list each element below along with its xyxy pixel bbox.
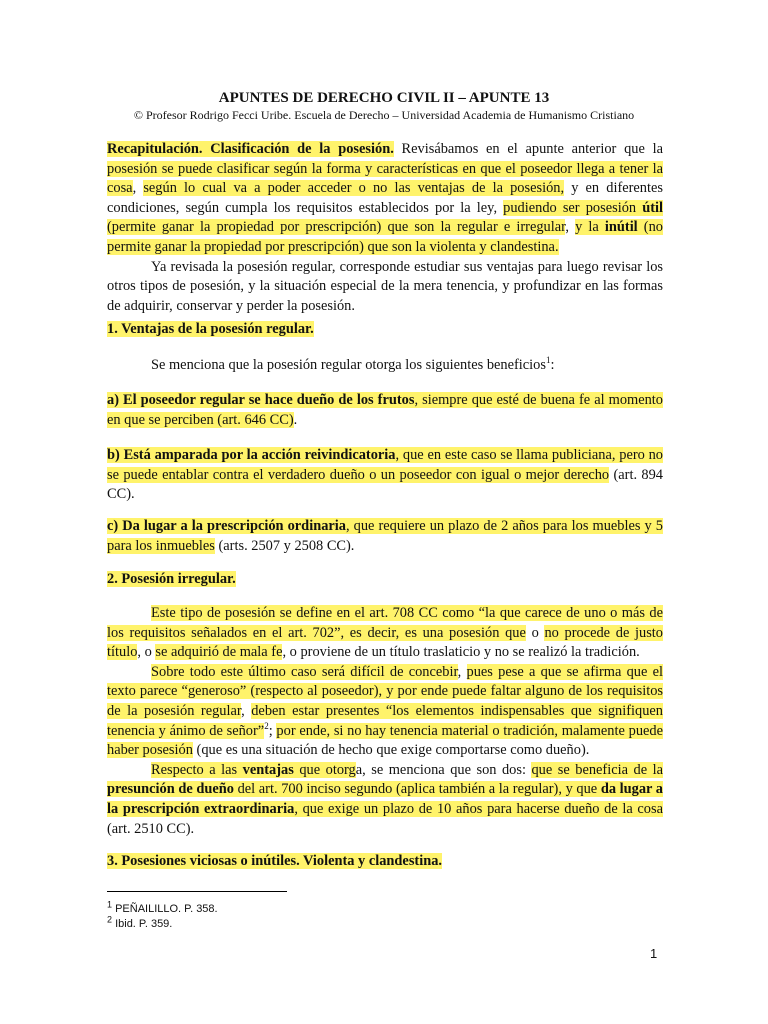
footnote-2: $^2$ Ibid. P. 359. bbox=[107, 914, 173, 930]
section-2-body bbox=[107, 604, 663, 839]
section-1-heading: 1. Ventajas de la posesión regular. bbox=[107, 321, 314, 337]
footnote-1: $^1$ PEÑAILILLO. P. 358. bbox=[107, 899, 218, 915]
intro-heading: Recapitulación. Clasificación de la posesión. bbox=[107, 141, 394, 157]
section-2-paragraph-1: Este tipo de posesión se define en el art. 708 CC como “la que carece de uno o más de los requisitos señalados en el art. 702”, es decir, es una posesión que o no procede de justo título, o se adquirió de mala fe, o proviene de un título traslaticio y no se realizó la tradición. bbox=[107, 605, 663, 661]
section-2-heading: 2. Posesión irregular. bbox=[107, 571, 236, 587]
footnote-separator bbox=[107, 891, 287, 892]
section-1-lead: Se menciona que la posesión regular otorga los siguientes beneficios$^1$: bbox=[151, 355, 555, 373]
section-2-paragraph-3: Respecto a las ventajas que otorga, se menciona que son dos: que se beneficia de la presunción de dueño del art. 700 inciso segundo (aplica también a la regular), y que da lugar a la prescripción extraordinaria, que exige un plazo de 10 años para hacerse dueño de la cosa (art. 2510 CC). bbox=[107, 761, 664, 837]
intro-section bbox=[107, 140, 663, 316]
benefit-c: c) Da lugar a la prescripción ordinaria, que requiere un plazo de 2 años para los muebles y 5 para los inmuebles (arts. 2507 y 2508 CC). bbox=[107, 518, 663, 554]
section-2-paragraph-2: Sobre todo este último caso será difícil de concebir, pues pese a que se afirma que el texto parece “generoso” (respecto al poseedor), y por ende puede faltar alguno de los requisitos de la posesión regular, deben estar presentes “los elementos indispensables que signifiquen tenencia y ánimo de señor”$^2$; por ende, si no hay tenencia material o tradición, malamente puede haber posesión (que es una situación de hecho que exige comportarse como dueño). bbox=[107, 663, 663, 759]
intro-paragraph-2: Ya revisada la posesión regular, corresponde estudiar sus ventajas para luego revisar los otros tipos de posesión, y la situación especial de la mera tenencia, y profundizar en las formas de adquirir, conservar y perder la posesión. bbox=[107, 258, 663, 314]
intro-paragraph: Recapitulación. Clasificación de la posesión. Revisábamos en el apunte anterior que la posesión se puede clasificar según la forma y características en que el poseedor llega a tener la cosa, según lo cual va a poder acceder o no las ventajas de la posesión, y en diferentes condiciones, según cumpla los requisitos establecidos por la ley, pudiendo ser posesión útil (permite ganar la propiedad por prescripción) que son la regular e irregular, y la inútil (no permite ganar la propiedad por prescripción) que son la violenta y clandestina. bbox=[107, 141, 663, 255]
document-title: APUNTES DE DERECHO CIVIL II – APUNTE 13 bbox=[218, 90, 550, 106]
section-3-heading: 3. Posesiones viciosas o inútiles. Violenta y clandestina. bbox=[107, 853, 443, 869]
benefit-a: a) El poseedor regular se hace dueño de los frutos, siempre que esté de buena fe al momento en que se perciben (art. 646 CC). bbox=[107, 392, 663, 428]
benefit-b: b) Está amparada por la acción reivindicatoria, que en este caso se llama publiciana, pero no se puede entablar contra el verdadero dueño o un poseedor con igual o mejor derecho (art. 894 CC). bbox=[107, 447, 664, 503]
document-subtitle: © Profesor Rodrigo Fecci Uribe. Escuela de Derecho – Universidad Academia de Humanismo Cristiano bbox=[133, 108, 635, 122]
page-number: 1 bbox=[650, 946, 658, 961]
